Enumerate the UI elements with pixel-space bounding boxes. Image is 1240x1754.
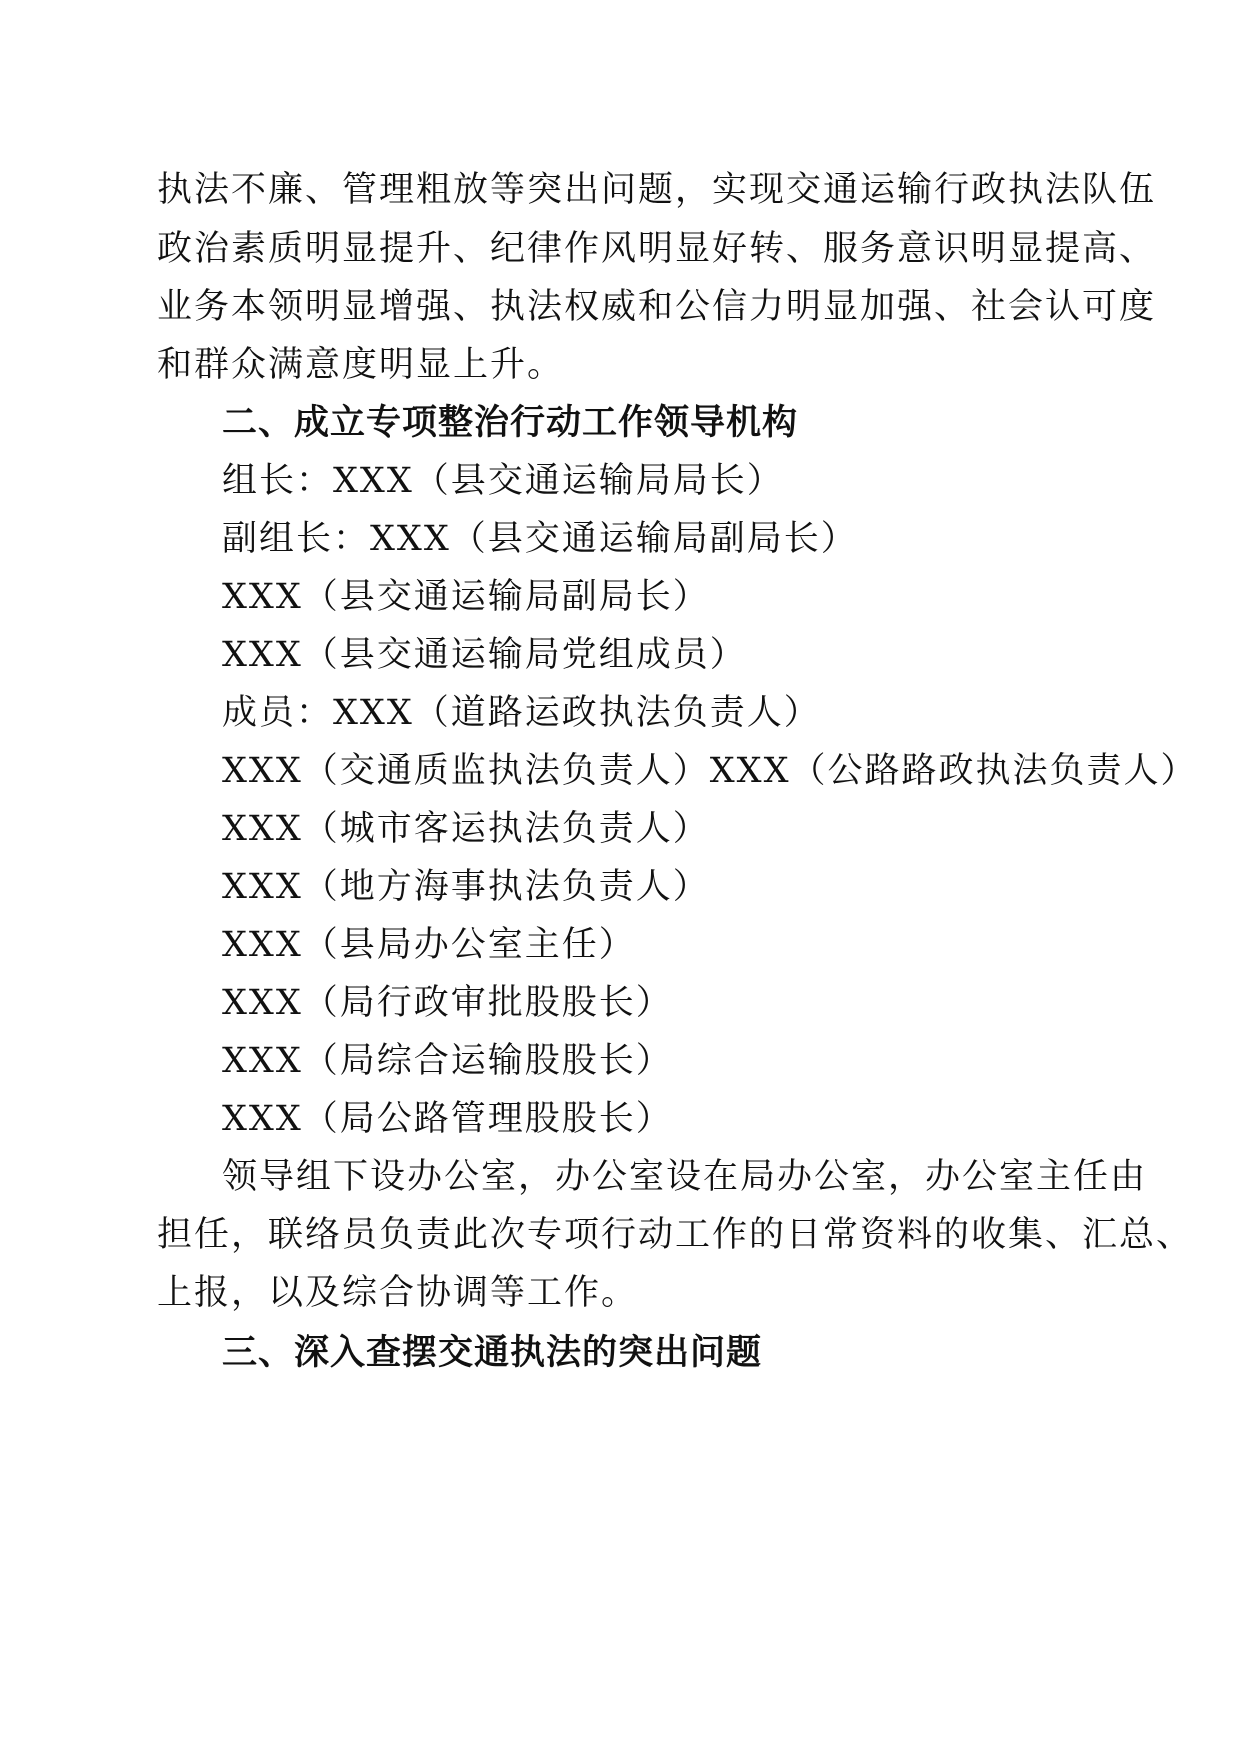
member-line: 副组长：XXX（县交通运输局副局长） (222, 519, 858, 559)
intro-paragraph-line-2: 政治素质明显提升、纪律作风明显好转、服务意识明显提高、 (157, 229, 1157, 269)
member-line: XXX（城市客运执法负责人） (222, 809, 710, 849)
section-two-heading: 二、成立专项整治行动工作领导机构 (222, 402, 799, 443)
member-line: XXX（局公路管理股股长） (222, 1099, 673, 1139)
member-line: XXX（地方海事执法负责人） (222, 867, 710, 907)
intro-paragraph-line-4: 和群众满意度明显上升。 (157, 345, 565, 385)
office-paragraph-line-3: 上报，以及综合协调等工作。 (157, 1273, 639, 1313)
member-line: XXX（县交通运输局党组成员） (222, 635, 747, 675)
member-line: 组长：XXX（县交通运输局局长） (222, 461, 784, 501)
office-paragraph-line-2: 担任，联络员负责此次专项行动工作的日常资料的收集、汇总、 (157, 1215, 1194, 1255)
member-line: XXX（局行政审批股股长） (222, 983, 673, 1023)
intro-paragraph-line-1: 执法不廉、管理粗放等突出问题，实现交通运输行政执法队伍 (157, 170, 1157, 210)
member-line: XXX（交通质监执法负责人）XXX（公路路政执法负责人） (222, 751, 1198, 791)
member-line: XXX（县交通运输局副局长） (222, 577, 710, 617)
member-line: XXX（县局办公室主任） (222, 925, 636, 965)
intro-paragraph-line-3: 业务本领明显增强、执法权威和公信力明显加强、社会认可度 (157, 287, 1157, 327)
office-paragraph-line-1: 领导组下设办公室，办公室设在局办公室，办公室主任由 (222, 1157, 1148, 1197)
member-line: XXX（局综合运输股股长） (222, 1041, 673, 1081)
section-three-heading: 三、深入查摆交通执法的突出问题 (222, 1332, 763, 1373)
member-line: 成员：XXX（道路运政执法负责人） (222, 693, 821, 733)
